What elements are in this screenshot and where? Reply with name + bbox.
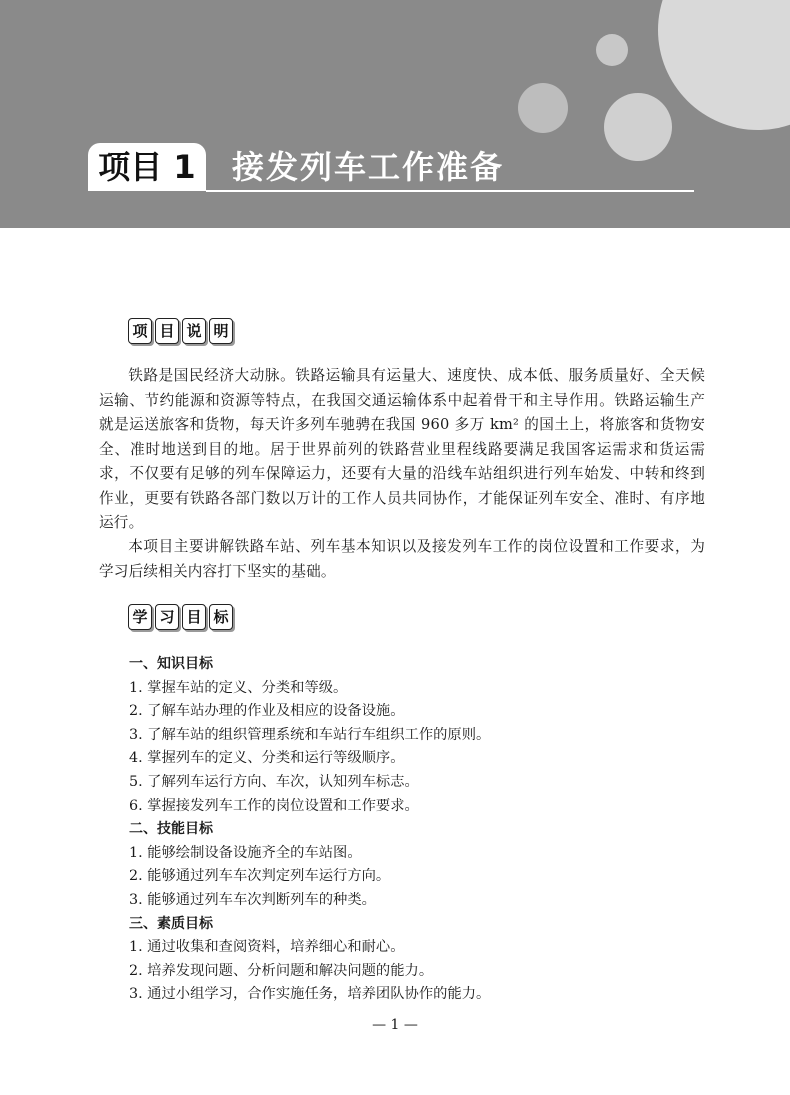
goal-item: 5. 了解列车运行方向、车次，认知列车标志。	[129, 773, 419, 790]
heading-char: 说	[182, 318, 206, 344]
goal-item: 4. 掌握列车的定义、分类和运行等级顺序。	[129, 750, 405, 767]
decorative-circle	[596, 34, 628, 66]
decorative-circle	[518, 83, 568, 133]
goal-group-heading: 二、技能目标	[129, 821, 213, 838]
section-heading-goals	[128, 604, 233, 630]
heading-char: 学	[128, 604, 152, 630]
chapter-banner	[0, 0, 790, 228]
goal-item: 6. 掌握接发列车工作的岗位设置和工作要求。	[129, 797, 419, 814]
goal-item: 1. 能够绘制设备设施齐全的车站图。	[129, 844, 362, 861]
chapter-title: 接发列车工作准备	[232, 148, 505, 186]
project-tag: 项目 1	[88, 143, 206, 191]
decorative-circle	[658, 0, 790, 130]
goal-item: 3. 能够通过列车车次判断列车的种类。	[129, 891, 376, 908]
goal-item: 3. 了解车站的组织管理系统和车站行车组织工作的原则。	[129, 726, 491, 743]
goal-item: 3. 通过小组学习，合作实施任务，培养团队协作的能力。	[129, 986, 491, 1003]
goal-item: 2. 了解车站办理的作业及相应的设备设施。	[129, 703, 405, 720]
goal-item: 1. 掌握车站的定义、分类和等级。	[129, 679, 348, 696]
goal-item: 2. 能够通过列车车次判定列车运行方向。	[129, 868, 391, 885]
learning-goals-list	[129, 653, 709, 1007]
section-heading-intro	[128, 318, 233, 344]
goal-item: 2. 培养发现问题、分析问题和解决问题的能力。	[129, 962, 434, 979]
heading-char: 标	[209, 604, 233, 630]
goal-group-heading: 三、素质目标	[129, 915, 213, 932]
decorative-circle	[604, 93, 672, 161]
page-number: — 1 —	[372, 1017, 418, 1033]
heading-char: 目	[182, 604, 206, 630]
title-underline	[206, 190, 694, 192]
heading-char: 项	[128, 318, 152, 344]
heading-char: 习	[155, 604, 179, 630]
goal-item: 1. 通过收集和查阅资料，培养细心和耐心。	[129, 939, 405, 956]
intro-paragraph: 铁路是国民经济大动脉。铁路运输具有运量大、速度快、成本低、服务质量好、全天候运输、节约能源和资源等特点，在我国交通运输体系中起着骨干和主导作用。铁路运输生产就是运送旅客和货物，每天许多列车驰骋在我国 960 多万 km² 的国土上，将旅客和货物安全、准时地送到目的地。居于世界前列的铁路营业里程线路要满足我国客运需求和货运需求，不仅要有足够的列车保障运力，还要有大量的沿线车站组织进行列车始发、中转和终到作业，更要有铁路各部门数以万计的工作人员共同协作，才能保证列车安全、准时、有序地运行。	[99, 367, 705, 531]
intro-paragraph: 本项目主要讲解铁路车站、列车基本知识以及接发列车工作的岗位设置和工作要求，为学习后续相关内容打下坚实的基础。	[99, 538, 705, 580]
heading-char: 目	[155, 318, 179, 344]
goal-group-heading: 一、知识目标	[129, 656, 213, 672]
heading-char: 明	[209, 318, 233, 344]
